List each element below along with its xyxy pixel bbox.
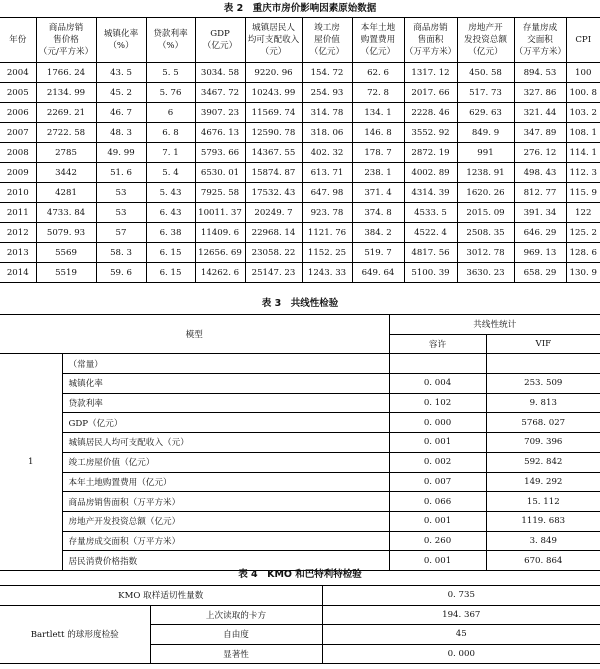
header-line: （亿元） — [202, 41, 238, 51]
data-cell: 53 — [96, 203, 146, 223]
data-cell: 2015. 09 — [457, 203, 514, 223]
table-row — [0, 243, 600, 263]
data-cell: 613. 71 — [302, 163, 352, 183]
data-cell: 6. 38 — [146, 223, 195, 243]
data-cell: 22968. 14 — [245, 223, 302, 243]
data-cell: 517. 73 — [457, 83, 514, 103]
variable-name-cell: 城镇居民人均可支配收入（元） — [62, 433, 389, 453]
vif-cell: 149. 292 — [486, 472, 600, 492]
header-line: 交面积 — [527, 35, 553, 45]
data-cell: 5569 — [36, 243, 96, 263]
data-cell: 1620. 26 — [457, 183, 514, 203]
year-cell: 2007 — [0, 123, 36, 143]
header-line: 购置费用 — [360, 35, 396, 45]
table-row — [0, 472, 600, 492]
data-cell: 15874. 87 — [245, 163, 302, 183]
data-cell: 4522. 4 — [404, 223, 457, 243]
table-row — [0, 143, 600, 163]
table-row — [0, 203, 600, 223]
table-row — [0, 83, 600, 103]
data-cell: 1243. 33 — [302, 263, 352, 283]
table2-header-cell — [302, 18, 352, 63]
header-line: （元/平方米） — [38, 47, 94, 57]
data-cell: 7. 1 — [146, 143, 195, 163]
table2-header-cell — [195, 18, 245, 63]
header-line: 存量房成 — [522, 23, 558, 33]
data-cell: 498. 43 — [514, 163, 566, 183]
data-cell: 6. 43 — [146, 203, 195, 223]
data-cell: 17532. 43 — [245, 183, 302, 203]
model-header: 模型 — [0, 315, 389, 354]
header-line: （%） — [108, 41, 134, 51]
year-cell: 2005 — [0, 83, 36, 103]
data-cell: 53 — [96, 183, 146, 203]
table-row — [0, 263, 600, 283]
data-cell: 969. 13 — [514, 243, 566, 263]
table-row — [0, 413, 600, 433]
table2-header-cell — [514, 18, 566, 63]
data-cell: 10011. 37 — [195, 203, 245, 223]
variable-name-cell: GDP（亿元） — [62, 413, 389, 433]
data-cell: 1317. 12 — [404, 63, 457, 83]
data-cell: 48. 3 — [96, 123, 146, 143]
data-cell: 12656. 69 — [195, 243, 245, 263]
data-cell: 2017. 66 — [404, 83, 457, 103]
data-cell: 58. 3 — [96, 243, 146, 263]
data-cell: 12590. 78 — [245, 123, 302, 143]
table-row — [0, 183, 600, 203]
table-row — [0, 63, 600, 83]
year-cell: 2012 — [0, 223, 36, 243]
data-cell: 5. 4 — [146, 163, 195, 183]
header-line: 屋价值 — [314, 35, 340, 45]
data-cell: 72. 8 — [352, 83, 404, 103]
header-line: CPI — [575, 35, 592, 45]
data-cell: 20249. 7 — [245, 203, 302, 223]
data-cell: 6. 15 — [146, 243, 195, 263]
year-cell: 2013 — [0, 243, 36, 263]
table-row — [0, 492, 600, 512]
header-line: （元） — [260, 47, 287, 57]
data-cell: 327. 86 — [514, 83, 566, 103]
header-line: （亿元） — [309, 47, 345, 57]
header-line: 竣工房 — [314, 23, 340, 33]
data-cell: 146. 8 — [352, 123, 404, 143]
year-cell: 2014 — [6, 267, 29, 278]
data-cell: 6. 15 — [146, 263, 195, 283]
data-cell: 2269. 21 — [36, 103, 96, 123]
data-cell: 4533. 5 — [404, 203, 457, 223]
variable-name-cell: 本年土地购置费用（亿元） — [62, 472, 389, 492]
data-cell: 629. 63 — [457, 103, 514, 123]
header-line: （万平方米） — [404, 47, 457, 57]
header-line: 城镇居民人 — [252, 23, 295, 33]
table-row — [0, 393, 600, 413]
vif-cell: 709. 396 — [486, 433, 600, 453]
data-cell: 5100. 39 — [404, 263, 457, 283]
year-cell: 2010 — [0, 183, 36, 203]
vif-cell: 670. 864 — [524, 555, 563, 566]
year-cell: 2006 — [0, 103, 36, 123]
data-cell: 276. 12 — [514, 143, 566, 163]
data-cell: 2872. 19 — [404, 143, 457, 163]
tolerance-cell: 0. 001 — [389, 511, 486, 531]
tolerance-cell — [389, 354, 486, 374]
data-cell: 130. 9 — [566, 263, 600, 283]
table2-header-cell — [566, 18, 600, 63]
data-cell: 114. 1 — [566, 143, 600, 163]
data-cell: 100 — [566, 63, 600, 83]
raw-data-table — [0, 17, 600, 283]
data-cell: 4817. 56 — [404, 243, 457, 263]
variable-name-cell: 竣工房屋价值（亿元） — [62, 452, 389, 472]
data-cell: 6 — [146, 103, 195, 123]
data-cell: 4314. 39 — [404, 183, 457, 203]
data-cell: 318. 06 — [302, 123, 352, 143]
data-cell: 7925. 58 — [195, 183, 245, 203]
data-cell: 5519 — [36, 263, 96, 283]
data-cell: 238. 1 — [352, 163, 404, 183]
vif-cell — [486, 354, 600, 374]
bartlett-stat-value: 0. 000 — [447, 648, 475, 659]
table-row — [0, 103, 600, 123]
header-line: （亿元） — [360, 47, 396, 57]
data-cell: 115. 9 — [566, 183, 600, 203]
data-cell: 321. 44 — [514, 103, 566, 123]
data-cell: 2228. 46 — [404, 103, 457, 123]
data-cell: 49. 99 — [96, 143, 146, 163]
vif-cell: 592. 842 — [486, 452, 600, 472]
data-cell: 3630. 23 — [457, 263, 514, 283]
data-cell: 51. 6 — [96, 163, 146, 183]
model-id-cell: 1 — [0, 354, 62, 571]
data-cell: 5079. 93 — [36, 223, 96, 243]
data-cell: 2508. 35 — [457, 223, 514, 243]
data-cell: 62. 6 — [352, 63, 404, 83]
data-cell: 374. 8 — [352, 203, 404, 223]
kmo-row — [0, 586, 600, 606]
vif-cell: 15. 112 — [486, 492, 600, 512]
table-row — [0, 163, 600, 183]
data-cell: 3012. 78 — [457, 243, 514, 263]
data-cell: 3467. 72 — [195, 83, 245, 103]
data-cell: 154. 72 — [302, 63, 352, 83]
table3-header-row — [0, 315, 600, 335]
table-row — [0, 374, 600, 394]
data-cell: 128. 6 — [566, 243, 600, 263]
header-line: 售面积 — [417, 35, 444, 45]
data-cell: 23058. 22 — [245, 243, 302, 263]
bartlett-stat-label: 显著性 — [150, 644, 322, 664]
variable-name-cell: 居民消费价格指数 — [62, 551, 389, 571]
kmo-label: KMO 取样适切性量数 — [0, 586, 322, 606]
collinearity-stat-header: 共线性统计 — [389, 315, 600, 335]
tolerance-cell: 0. 002 — [389, 452, 486, 472]
data-cell: 347. 89 — [514, 123, 566, 143]
vif-cell: 253. 509 — [486, 374, 600, 394]
tolerance-cell: 0. 007 — [389, 472, 486, 492]
table2-header-cell — [36, 18, 96, 63]
data-cell: 10243. 99 — [245, 83, 302, 103]
header-line: 均可支配收入 — [247, 35, 300, 45]
data-cell: 4281 — [36, 183, 96, 203]
header-line: 年份 — [9, 35, 27, 45]
data-cell: 14367. 55 — [245, 143, 302, 163]
data-cell: 384. 2 — [352, 223, 404, 243]
data-cell: 43. 5 — [96, 63, 146, 83]
table2-header-cell — [352, 18, 404, 63]
data-cell: 923. 78 — [302, 203, 352, 223]
table2-caption: 表 2 重庆市房价影响因素原始数据 — [223, 3, 377, 14]
data-cell: 178. 7 — [352, 143, 404, 163]
table-row — [0, 123, 600, 143]
data-cell: 2722. 58 — [36, 123, 96, 143]
header-line: （万平方米） — [514, 47, 567, 57]
vif-cell: 5768. 027 — [486, 413, 600, 433]
data-cell: 1152. 25 — [302, 243, 352, 263]
data-cell: 371. 4 — [352, 183, 404, 203]
data-cell: 100. 8 — [566, 83, 600, 103]
data-cell: 1766. 24 — [36, 63, 96, 83]
vif-cell: 1119. 683 — [486, 511, 600, 531]
data-cell: 812. 77 — [514, 183, 566, 203]
year-cell: 2011 — [0, 203, 36, 223]
data-cell: 450. 58 — [457, 63, 514, 83]
data-cell: 1238. 91 — [457, 163, 514, 183]
bartlett-stat-label: 上次读取的卡方 — [150, 605, 322, 625]
data-cell: 45. 2 — [96, 83, 146, 103]
data-cell: 103. 2 — [566, 103, 600, 123]
data-cell: 4002. 89 — [404, 163, 457, 183]
vif-header: VIF — [486, 334, 600, 354]
data-cell: 57 — [96, 223, 146, 243]
header-line: 商品房销 — [48, 23, 84, 33]
header-line: 发投资总额 — [464, 35, 507, 45]
header-line: （%） — [157, 41, 184, 51]
table-row — [0, 354, 600, 374]
kmo-value: 0. 735 — [322, 586, 600, 606]
data-cell: 3552. 92 — [404, 123, 457, 143]
data-cell: 4676. 13 — [195, 123, 245, 143]
year-cell: 2004 — [0, 63, 36, 83]
data-cell: 391. 34 — [514, 203, 566, 223]
bartlett-label: Bartlett 的球形度检验 — [0, 605, 150, 664]
data-cell: 6. 8 — [146, 123, 195, 143]
data-cell: 894. 53 — [514, 63, 566, 83]
tolerance-cell: 0. 260 — [389, 531, 486, 551]
data-cell: 112. 3 — [566, 163, 600, 183]
header-line: GDP — [210, 29, 230, 39]
table2-header-cell — [245, 18, 302, 63]
vif-cell: 9. 813 — [486, 393, 600, 413]
tolerance-cell: 0. 102 — [389, 393, 486, 413]
data-cell: 46. 7 — [96, 103, 146, 123]
data-cell: 314. 78 — [302, 103, 352, 123]
data-cell: 649. 64 — [352, 263, 404, 283]
table2-header-cell — [457, 18, 514, 63]
data-cell: 3907. 23 — [195, 103, 245, 123]
data-cell: 646. 29 — [514, 223, 566, 243]
data-cell: 108. 1 — [566, 123, 600, 143]
tolerance-header: 容许 — [389, 334, 486, 354]
table2-header-cell — [0, 18, 36, 63]
data-cell: 2134. 99 — [36, 83, 96, 103]
tolerance-cell: 0. 004 — [389, 374, 486, 394]
data-cell: 134. 1 — [352, 103, 404, 123]
table-row — [0, 511, 600, 531]
kmo-bartlett-table — [0, 585, 600, 664]
table2-header-cell — [96, 18, 146, 63]
variable-name-cell: 存量房成交面积（万平方米） — [62, 531, 389, 551]
data-cell: 647. 98 — [302, 183, 352, 203]
header-line: 本年土地 — [360, 23, 396, 33]
variable-name-cell: 房地产开发投资总额（亿元） — [62, 511, 389, 531]
table2-header-cell — [146, 18, 195, 63]
header-line: 房地产开 — [468, 23, 503, 33]
data-cell: 402. 32 — [302, 143, 352, 163]
data-cell: 3442 — [36, 163, 96, 183]
data-cell: 5. 43 — [146, 183, 195, 203]
table-row — [0, 452, 600, 472]
data-cell: 254. 93 — [302, 83, 352, 103]
variable-name-cell: （常量） — [62, 354, 389, 374]
bartlett-stat-value: 45 — [322, 625, 600, 645]
table-row — [0, 223, 600, 243]
data-cell: 14262. 6 — [195, 263, 245, 283]
vif-cell: 3. 849 — [486, 531, 600, 551]
bartlett-stat-label: 自由度 — [150, 625, 322, 645]
data-cell: 1121. 76 — [302, 223, 352, 243]
header-line: 商品房销 — [413, 23, 448, 33]
year-cell: 2008 — [0, 143, 36, 163]
data-cell: 11569. 74 — [245, 103, 302, 123]
bartlett-stat-value: 194. 367 — [322, 605, 600, 625]
data-cell: 59. 6 — [96, 263, 146, 283]
data-cell: 5. 76 — [146, 83, 195, 103]
variable-name-cell: 城镇化率 — [62, 374, 389, 394]
year-cell: 2009 — [0, 163, 36, 183]
data-cell: 122 — [566, 203, 600, 223]
data-cell: 4733. 84 — [36, 203, 96, 223]
data-cell: 849. 9 — [457, 123, 514, 143]
data-cell: 519. 7 — [352, 243, 404, 263]
header-line: 售价格 — [53, 35, 79, 45]
data-cell: 25147. 23 — [245, 263, 302, 283]
table3-caption: 表 3 共线性检验 — [261, 298, 339, 309]
table2-header-cell — [404, 18, 457, 63]
header-line: （亿元） — [468, 47, 503, 57]
data-cell: 991 — [457, 143, 514, 163]
data-cell: 3034. 58 — [195, 63, 245, 83]
table-row — [0, 605, 600, 625]
tolerance-cell: 0. 066 — [389, 492, 486, 512]
header-line: 贷款利率 — [153, 29, 188, 39]
tolerance-cell: 0. 001 — [389, 551, 486, 571]
tolerance-cell: 0. 000 — [389, 413, 486, 433]
data-cell: 5793. 66 — [195, 143, 245, 163]
variable-name-cell: 贷款利率 — [62, 393, 389, 413]
data-cell: 2785 — [36, 143, 96, 163]
table4-caption: 表 4 KMO 和巴特利特检验 — [238, 569, 362, 580]
data-cell: 5. 5 — [146, 63, 195, 83]
data-cell: 11409. 6 — [195, 223, 245, 243]
data-cell: 125. 2 — [566, 223, 600, 243]
collinearity-table — [0, 314, 600, 571]
data-cell: 9220. 96 — [245, 63, 302, 83]
data-cell: 658. 29 — [514, 263, 566, 283]
table-row — [0, 531, 600, 551]
table-row — [0, 433, 600, 453]
tolerance-cell: 0. 001 — [389, 433, 486, 453]
header-line: 城镇化率 — [103, 29, 139, 39]
data-cell: 6530. 01 — [195, 163, 245, 183]
variable-name-cell: 商品房销售面积（万平方米） — [62, 492, 389, 512]
table2-header-row — [0, 18, 600, 63]
